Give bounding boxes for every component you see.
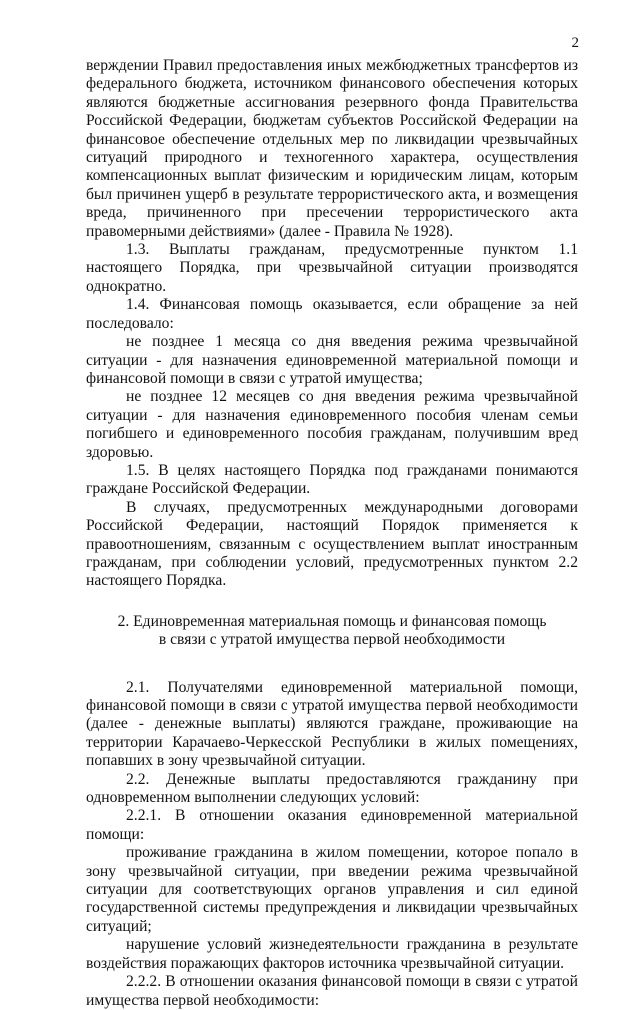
paragraph-1-3: 1.3. Выплаты гражданам, предусмотренные пунктом 1.1 настоящего Порядка, при чрезвычайной ситуации производятся однократно.	[86, 241, 578, 295]
paragraph-2-1: 2.1. Получателями единовременной материальной помощи, финансовой помощи в связи с утратой имущества первой необходимости (далее - денежные выплаты) являются граждане, проживающие на территории Карачаево-Черкесской Республики в жилых помещениях, попавших в зону чрезвычайной ситуации.	[86, 678, 578, 770]
section-2-heading	[86, 613, 578, 650]
document-body	[86, 57, 578, 1010]
section-2-heading-line-2: в связи с утратой имущества первой необходимости	[158, 631, 506, 649]
paragraph-2-2-1: 2.2.1. В отношении оказания единовременной материальной помощи:	[86, 807, 578, 843]
paragraph-2-2-1-condition-2: нарушение условий жизнедеятельности гражданина в результате воздействия поражающих факторов источника чрезвычайной ситуации.	[86, 936, 578, 972]
paragraph-1-5: 1.5. В целях настоящего Порядка под гражданами понимаются граждане Российской Федерации.	[86, 461, 578, 498]
paragraph-1-4-item-1: не позднее 1 месяца со дня введения режима чрезвычайной ситуации - для назначения единовременной материальной помощи и финансовой помощи в связи с утратой имущества;	[86, 333, 578, 387]
section-2-heading-line-1: 2. Единовременная материальная помощь и финансовая помощь	[117, 612, 547, 630]
paragraph-rules-1928-continuation: верждении Правил предоставления иных межбюджетных трансфертов из федерального бюджета, источником финансового обеспечения которых являются бюджетные ассигнования резервного фонда Правительства Российской Федерации, бюджетам субъектов Российской Федерации на финансовое обеспечение отдельных мер по ликвидации чрезвычайных ситуаций природного и техногенного характера, осуществления компенсационных выплат физическим и юридическим лицам, которым был причинен ущерб в результате террористического акта, и возмещения вреда, причиненного при пресечении террористического акта правомерными действиями» (далее - Правила № 1928).	[86, 57, 578, 240]
page-number: 2	[571, 35, 579, 51]
paragraph-2-2-1-condition-1: проживание гражданина в жилом помещении, которое попало в зону чрезвычайной ситуации, при введении режима чрезвычайной ситуации для соответствующих органов управления и сил единой государственной системы предупреждения и ликвидации чрезвычайных ситуаций;	[86, 844, 578, 935]
paragraph-2-2: 2.2. Денежные выплаты предоставляются гражданину при одновременном выполнении следующих условий:	[86, 770, 578, 807]
paragraph-2-2-2: 2.2.2. В отношении оказания финансовой помощи в связи с утратой имущества первой необходимости:	[86, 973, 578, 1009]
paragraph-foreign-citizens: В случаях, предусмотренных международными договорами Российской Федерации, настоящий Порядок применяется к правоотношениям, связанным с осуществлением выплат иностранным гражданам, при соблюдении условий, предусмотренных пунктом 2.2 настоящего Порядка.	[86, 498, 578, 590]
paragraph-1-4-item-2: не позднее 12 месяцев со дня введения режима чрезвычайной ситуации - для назначения единовременного пособия членам семьи погибшего и единовременного пособия гражданам, получившим вред здоровью.	[86, 388, 578, 461]
paragraph-1-4: 1.4. Финансовая помощь оказывается, если обращение за ней последовало:	[86, 296, 578, 332]
